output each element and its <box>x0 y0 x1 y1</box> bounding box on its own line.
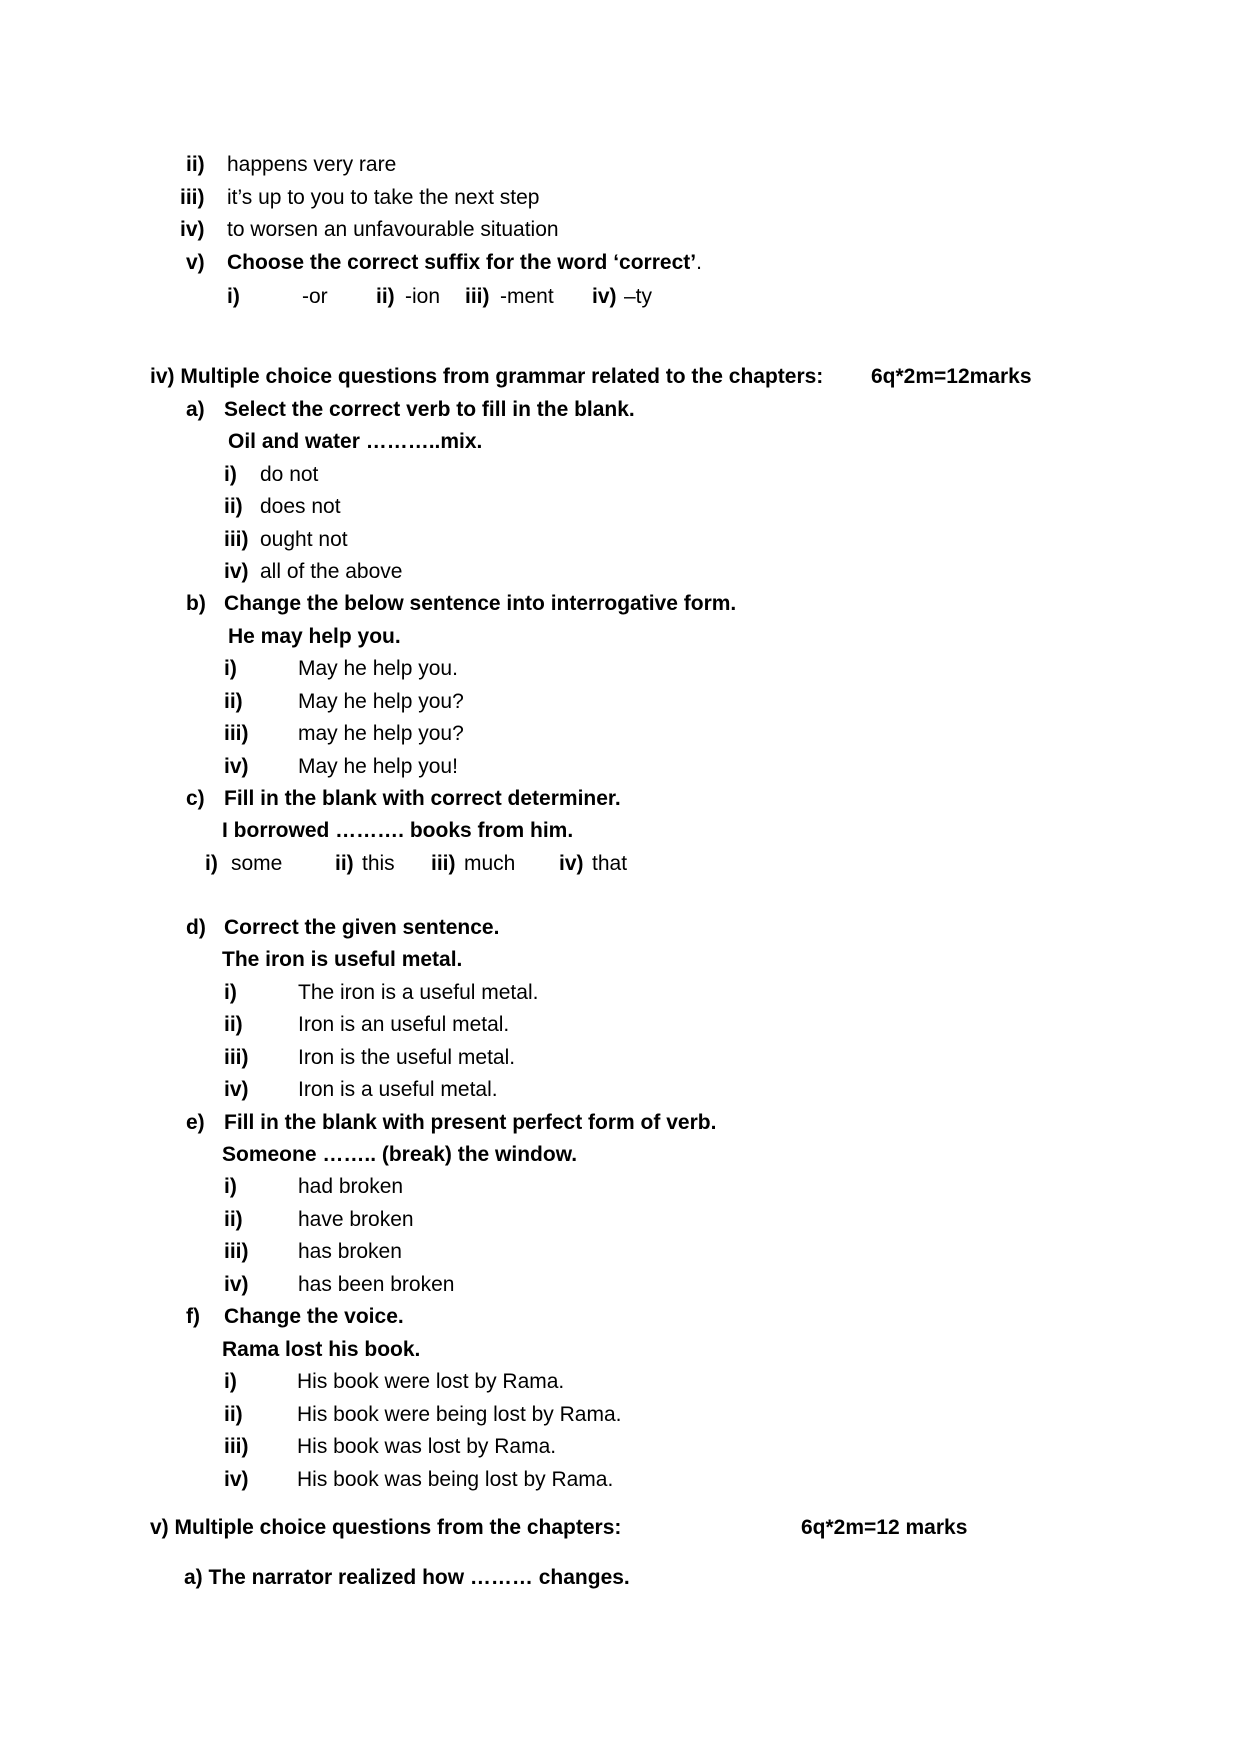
option-text: His book were being lost by Rama. <box>297 1403 622 1426</box>
question-text: Fill in the blank with correct determiner. <box>224 787 621 810</box>
option-number: i) <box>205 852 218 875</box>
option-text: some <box>231 852 283 875</box>
sentence-text: Someone …….. (break) the window. <box>222 1143 578 1166</box>
option-text: -ion <box>405 285 441 308</box>
option-text: has broken <box>298 1240 402 1263</box>
question-text-part: Choose the correct suffix for the word <box>227 251 614 274</box>
section-marks: 6q*2m=12 marks <box>801 1516 968 1539</box>
option-text: do not <box>260 463 319 486</box>
option-text: Iron is a useful metal. <box>298 1078 498 1101</box>
option-text: May he help you! <box>298 755 458 778</box>
option-text: His book was being lost by Rama. <box>297 1468 614 1491</box>
sentence-text: I borrowed ………. books from him. <box>222 819 574 842</box>
option-number: iv) <box>224 560 249 583</box>
option-number: iii) <box>224 528 249 551</box>
question-period: . <box>696 251 702 274</box>
option-number: iv) <box>559 852 584 875</box>
question-number: v) <box>186 251 205 274</box>
option-text: -ment <box>500 285 554 308</box>
option-number: iii) <box>465 285 490 308</box>
question-text: Change the voice. <box>224 1305 404 1328</box>
sentence-text: Rama lost his book. <box>222 1338 421 1361</box>
option-text: to worsen an unfavourable situation <box>227 218 559 241</box>
question-label: e) <box>186 1111 205 1134</box>
question-label: b) <box>186 592 206 615</box>
question-text: Change the below sentence into interrogative form. <box>224 592 737 615</box>
option-number: iii) <box>180 186 205 209</box>
question-keyword: ‘correct’ <box>613 251 697 274</box>
option-text: May he help you. <box>298 657 458 680</box>
option-text: this <box>362 852 395 875</box>
option-number: iv) <box>224 1078 249 1101</box>
option-text: may he help you? <box>298 722 464 745</box>
question-text: Correct the given sentence. <box>224 916 500 939</box>
option-number: ii) <box>224 495 243 518</box>
section-title: v) Multiple choice questions from the chapters: <box>150 1516 622 1539</box>
option-number: iii) <box>224 1435 249 1458</box>
question-text <box>227 250 702 276</box>
sentence-text: He may help you. <box>228 625 401 648</box>
option-number: iv) <box>224 1273 249 1296</box>
option-text: has been broken <box>298 1273 455 1296</box>
option-text: His book was lost by Rama. <box>297 1435 557 1458</box>
option-number: iv) <box>224 1468 249 1491</box>
option-number: i) <box>224 1370 237 1393</box>
question-label: d) <box>186 916 206 939</box>
option-number: iv) <box>224 755 249 778</box>
option-text: –ty <box>624 285 653 308</box>
option-text: all of the above <box>260 560 403 583</box>
option-number: iv) <box>180 218 205 241</box>
option-number: ii) <box>376 285 395 308</box>
option-number: i) <box>224 657 237 680</box>
option-number: ii) <box>224 1208 243 1231</box>
option-number: i) <box>224 981 237 1004</box>
option-text: much <box>464 852 516 875</box>
option-number: iii) <box>431 852 456 875</box>
option-text: -or <box>302 285 328 308</box>
option-number: ii) <box>224 1403 243 1426</box>
option-number: iv) <box>592 285 617 308</box>
question-text: Fill in the blank with present perfect form of verb. <box>224 1111 717 1134</box>
option-text: Iron is the useful metal. <box>298 1046 516 1069</box>
option-text: Iron is an useful metal. <box>298 1013 510 1036</box>
question-label: f) <box>186 1305 200 1328</box>
option-number: i) <box>227 285 240 308</box>
section-marks: 6q*2m=12marks <box>871 365 1032 388</box>
option-number: ii) <box>224 1013 243 1036</box>
option-number: ii) <box>224 690 243 713</box>
option-text: The iron is a useful metal. <box>298 981 539 1004</box>
option-text: May he help you? <box>298 690 464 713</box>
question-label: c) <box>186 787 205 810</box>
option-text: does not <box>260 495 341 518</box>
option-text: ought not <box>260 528 348 551</box>
option-number: ii) <box>186 153 205 176</box>
option-number: i) <box>224 1175 237 1198</box>
question-text: Select the correct verb to fill in the blank. <box>224 398 635 421</box>
sentence-text: The iron is useful metal. <box>222 948 463 971</box>
option-number: iii) <box>224 1046 249 1069</box>
option-number: iii) <box>224 722 249 745</box>
sentence-text: Oil and water ………..mix. <box>228 430 483 453</box>
option-number: ii) <box>335 852 354 875</box>
question-text: a) The narrator realized how ……… changes. <box>184 1566 630 1589</box>
option-text: it’s up to you to take the next step <box>227 186 540 209</box>
option-text: that <box>592 852 628 875</box>
option-text: had broken <box>298 1175 404 1198</box>
option-text: have broken <box>298 1208 414 1231</box>
question-label: a) <box>186 398 205 421</box>
option-number: iii) <box>224 1240 249 1263</box>
option-text: happens very rare <box>227 153 397 176</box>
option-number: i) <box>224 463 237 486</box>
section-title: iv) Multiple choice questions from grammar related to the chapters: <box>150 365 824 388</box>
option-text: His book were lost by Rama. <box>297 1370 565 1393</box>
